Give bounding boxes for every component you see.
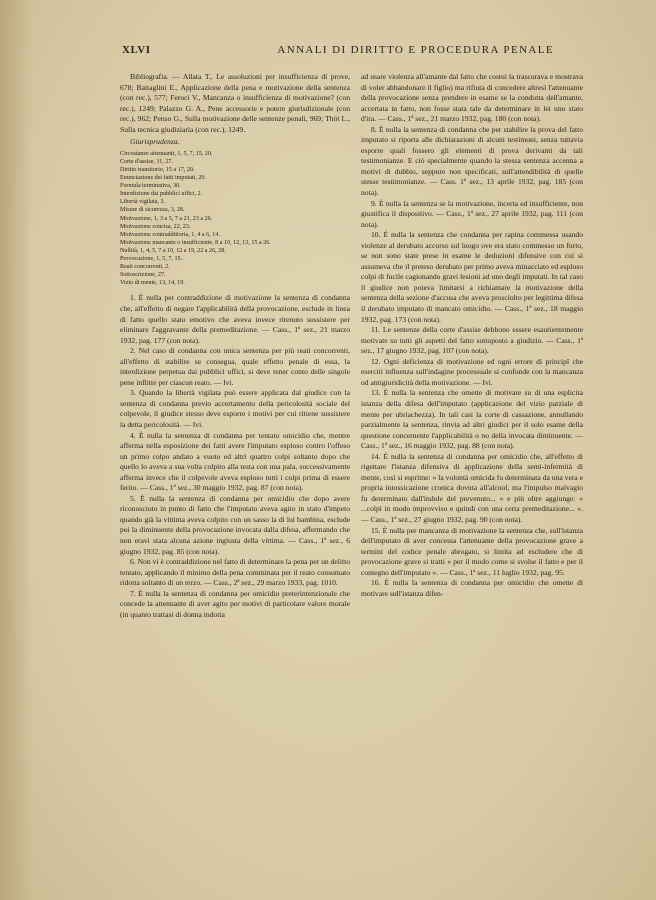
index-entry: Motivazione mancante o insufficiente, 8 a 10, 12, 13, 15 a 26. (120, 239, 271, 246)
case-note-4: 4. È nulla la sentenza di condanna per tentato omicidio che, mentre afferma nella esposizione dei fatti avere l'imputato esploso contro l'offeso un primo colpo andato a vuoto ed altri quattro colpi soltanto dopo che quello lo aveva a sua volta colpito alla testa con una pala, successivamente afferma invece che il colpevole aveva esploso tutti i colpi prima di essere ferito. — Cass., 1ª sez., 30 maggio 1932, pag. 87 (con nota). (120, 430, 350, 493)
index-entry: Nullità, 1, 4, 5, 7 a 10, 12 a 19, 22 a 26, 28. (120, 247, 226, 254)
index-entry: Formula terminativa, 30. (120, 183, 181, 190)
case-note-7-continued: ad usare violenza all'amante dal fatto che costui la trascurava e mostrava di voler abbandonare il figlio) ma rifiuta di concedere altresì l'attenuante della provocazione senza prendere in esame se la condotta dell'amante, accertata in fatto, non fosse stata tale da determinare in lei uno stato d'ira. — Cass., 1ª sez., 21 marzo 1932, pag. 180 (con nota). (361, 72, 583, 124)
page-fold-shadow (0, 0, 32, 900)
index-entry: Motivazione, 1, 3 a 5, 7 a 21, 23 a 26. (120, 215, 213, 222)
index-entry: Motivazione contraddittoria, 1, 4 a 6, 14. (120, 231, 220, 238)
case-note-14: 14. È nulla la sentenza di condanna per omicidio che, all'effetto di rigettare l'istanza difensiva di applicazione della semi-infermità di mente, così si esprime: « la volontà omicida fu determinata da una vera e propria intossicazione cronica dovuta all'alcool, ma l'impulso malvagio fu determinato dall'indole del prevenuto... » e più oltre aggiunge: « ...colpì in modo improvviso e quindi con una certa premeditazione... ». — Cass., 1ª sez., 27 giugno 1932, pag. 90 (con nota). (361, 451, 583, 524)
case-note-10: 10. È nulla la sentenza che condanna per rapina commessa usando violenze al derubato accorso sul luogo ove era stato commesso un furto, se non sono state prese in esame le deduzioni difensive con cui si assumeva che il preteso derubato per primo aveva minacciato ed esploso colpi di fucile cagionando gravi lesioni ad uno degli imputati. In tal caso il giudice non poteva limitarsi a richiamare la motivazione della sentenza della sezione d'accusa che aveva prosciolto per legittima difesa il derubato imputato di mancato omicidio. — Cass., 1ª sez., 18 maggio 1932, pag. 173 (con nota). (361, 230, 583, 324)
index-entry: Circostanze attenuanti, 1, 5, 7, 15, 20. (120, 150, 213, 157)
index-entry: Sottoscrizione, 27. (120, 272, 166, 279)
index-entry: Vizio di mente, 13, 14, 19. (120, 280, 185, 287)
left-column (120, 72, 350, 620)
case-note-9: 9. È nulla la sentenza se la motivazione, incerta ed insufficiente, non giustifica il dispositivo. — Cass., 1ª sez., 27 aprile 1932, pag. 111 (con nota). (361, 198, 583, 229)
running-header (122, 44, 554, 56)
index-entry: Reati concorrenti, 2. (120, 264, 170, 271)
index-entry: Misure di sicurezza, 3, 28. (120, 207, 185, 214)
case-note-6: 6. Non vi è contraddizione nel fatto di determinare la pena per un delitto tentato, applicando il minimo della pena comminata per il reato consumato ridotta soltanto di un terzo. — Cass., 2ª sez., 29 marzo 1933, pag. 1010. (120, 557, 350, 588)
index-entry: Libertà vigilata, 3. (120, 199, 166, 206)
case-note-8: 8. È nulla la sentenza di condanna che per stabilire la prova del fatto imputato si riporta alle dichiarazioni di alcuni testimoni, senza tuttavia esporre quali fossero gli elementi di prova derivanti da tali testimonianze. E ciò specialmente quando la stessa sentenza accenna a motivi di dubbio, seppure non specificati, sull'attendibilità di quelle stesse testimonianze. — Cass. 1ª sez., 13 aprile 1932, pag. 185 (con nota). (361, 124, 583, 198)
running-title: ANNALI DI DIRITTO E PROCEDURA PENALE (277, 44, 554, 56)
case-note-16: 16. È nulla la sentenza di condanna per omicidio che omette di motivare sull'istanza difen- (361, 578, 583, 598)
index-entry: Motivazione concisa, 22, 23. (120, 223, 191, 230)
index-entry: Corte d'assise, 11, 27. (120, 158, 174, 165)
page-number: XLVI (122, 44, 151, 56)
subject-index (120, 150, 350, 288)
right-column (361, 72, 583, 599)
case-note-11: 11. Le sentenze della corte d'assise debbono essere esaurientemente motivate su tutti gli aspetti del fatto sottoposto a giudizio. — Cass., 1ª sez., 17 giugno 1932, pag. 107 (con nota). (361, 325, 583, 356)
case-note-1: 1. È nulla per contraddizione di motivazione la sentenza di condanna che, all'effetto di negare l'applicabilità della provocazione, esclude in linea di fatto quello stato emotivo che aveva invece ritenuto sussistere per eliminare l'aggravante della premeditazione. — Cass., 1ª sez., 21 marzo 1932, pag. 177 (con nota). (120, 293, 350, 345)
case-note-15: 15. È nulla per mancanza di motivazione la sentenza che, sull'istanza dell'imputato di aver concessa l'attenuante della provocazione grave a termini del codice penale abrogato, si limita ad escludere che di provocazione grave si tratti « per il modo come si svolse il fatto e per il contegno dell'imputato ». — Cass., 1ª sez., 11 luglio 1932, pag. 95. (361, 525, 583, 577)
bibliography: Bibliografia. — Allata T., Le assoluzioni per insufficienza di prove, 678; Battaglini E., Applicazione della pena e motivazione della sentenza (con rec.), 577; Feroci V., Mancanza o insufficienza di motivazione? (con rec.), 1249; Palazzo G. A., Pene accessorie e potere giurisdizionale (con rec.), 962; Penso G., Sulla motivazione delle sentenze penali, 969; Thöt L., Sulla tecnica giudiziaria (con rec.), 1249. (120, 72, 350, 134)
case-note-3: 3. Quando la libertà vigilata può essere applicata dal giudice con la sentenza di condanna previo accertamento della pericolosità sociale del colpevole, il giudice stesso deve esporre i motivi per cui ritiene sussistere la detta pericolosità. — Ivi. (120, 388, 350, 429)
case-note-2: 2. Nel caso di condanna con unica sentenza per più reati concorrenti, all'effetto di stabilire se consegua, quale effetto penale di essa, la interdizione perpetua dai pubblici uffici, si deve tener conto delle singole pene inflitte per ciascun reato. — Ivi. (120, 346, 350, 387)
index-entry: Diritto transitorio, 15 a 17, 20. (120, 167, 195, 174)
giurisprudenza-heading: Giurisprudenza. (130, 137, 180, 147)
index-entry: Provocazione, 1, 5, 7, 15. (120, 256, 183, 263)
case-note-13: 13. È nulla la sentenza che omette di motivare su di una esplicita istanza della difesa dell'imputato (applicazione del vizio parziale di mente per ubriachezza). In tali casi la corte di cassazione, annullando parzialmente la sentenza, rinvia ad altri giudici per il solo esame della questione concernente l'applicabilità o no della invocata diminuente. — Cass., 1ª sez., 16 maggio 1932, pag. 88 (con nota). (361, 388, 583, 451)
case-note-12: 12. Ogni deficienza di motivazione ed ogni errore di principî che eserciti influenza sull'indagine processuale si confonde con la mancanza od antigiuridicità della motivazione. — Ivi. (361, 356, 583, 387)
index-entry: Interdizione dai pubblici uffici, 2. (120, 191, 203, 198)
case-note-5: 5. È nulla la sentenza di condanna per omicidio che dopo avere riconosciuto in punto di fatto che l'imputato aveva agito in stato d'impeto quando già la vittima aveva colpito con un sasso la di lui bambina, esclude poi la diminuente della provocazione invocata dalla difesa, affermando che non eravi stata alcuna azione ingiusta della vittima. — Cass., 1ª sez., 6 giugno 1932, pag. 85 (con nota). (120, 493, 350, 556)
case-note-7: 7. È nulla la sentenza di condanna per omicidio preterintenzionale che concede la attenuante di aver agito per motivi di particolare valore morale (in quanto trattasi di donna indotta (120, 588, 350, 619)
index-entry: Enunciazione dei fatti imputati, 29. (120, 175, 206, 182)
